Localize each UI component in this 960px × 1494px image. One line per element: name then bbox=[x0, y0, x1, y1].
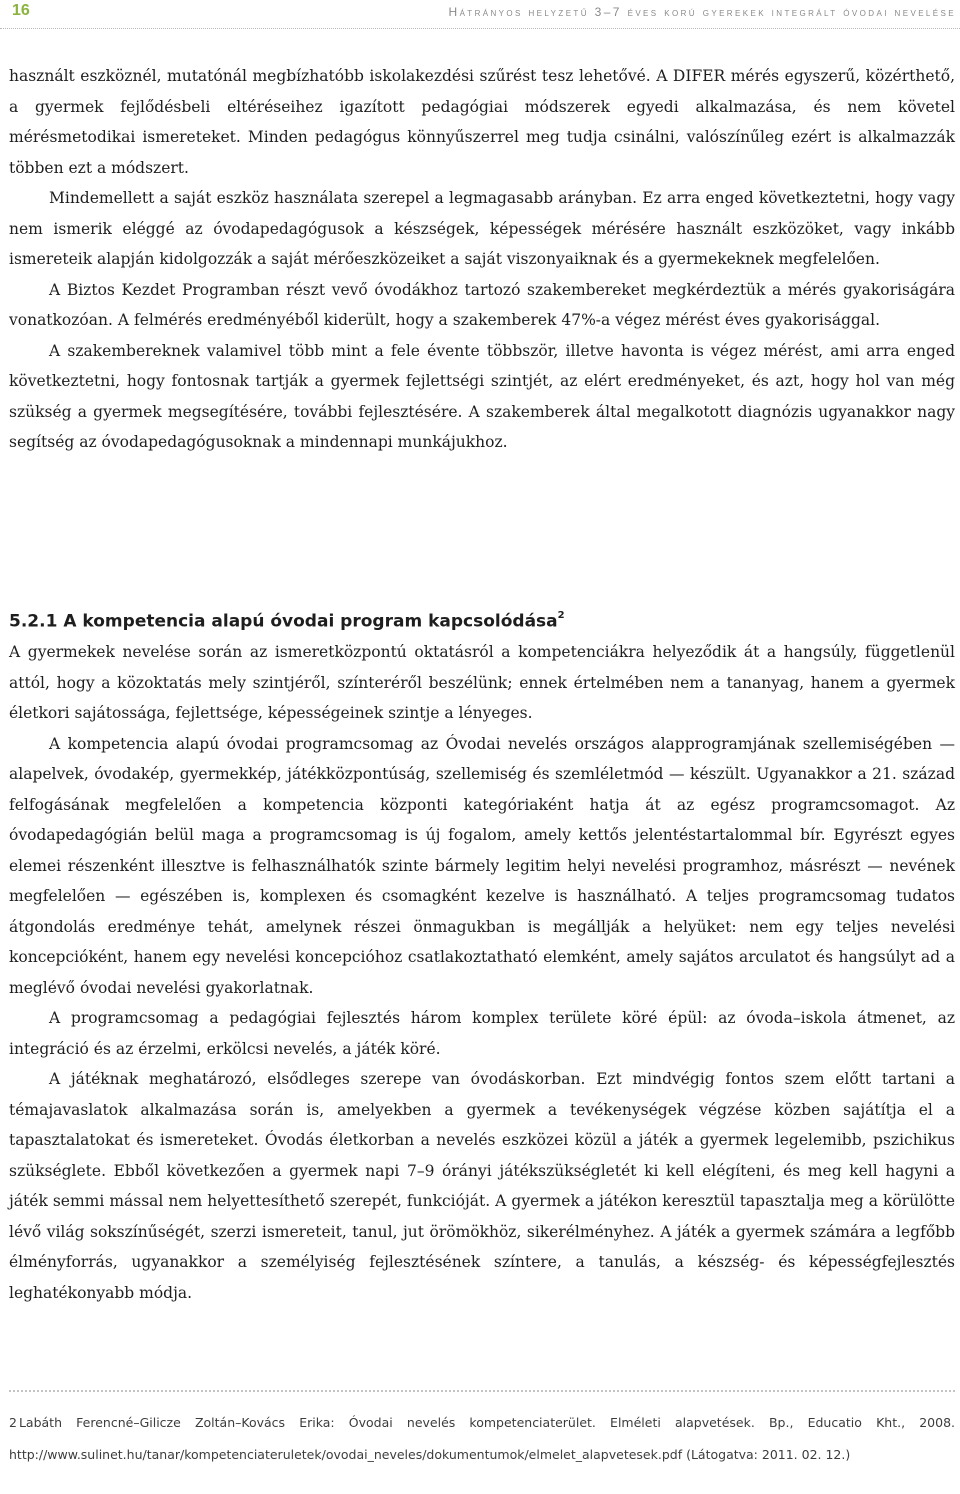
footnote-text: Labáth Ferencné–Gilicze Zoltán–Kovács Erika: Óvodai nevelés kompetenciaterület. Elméleti alapvetések. Bp., Educatio Kht., 2008. http://www.sulinet.hu/tanar/kompetenciateruletek/ovodai_neveles/dokumentumok/elmelet_alapvetesek.pdf (Látogatva: 2011. 02. 12.) bbox=[9, 1415, 955, 1462]
footnote-reference[interactable]: 2 bbox=[557, 610, 565, 621]
header-divider bbox=[0, 28, 960, 29]
body-text-section bbox=[9, 637, 955, 1308]
page-number: 16 bbox=[12, 2, 30, 19]
page-header bbox=[12, 2, 956, 24]
paragraph: Mindemellett a saját eszköz használata szerepel a legmagasabb arányban. Ez arra enged következtetni, hogy vagy nem ismerik eléggé az óvodapedagógusok a készségek, képességek mérésére használt eszközöket, vagy inkább ismereteik alapján kidolgozzák a saját mérőeszközeiket a saját viszonyaiknak és a gyermekeknek megfelelően. bbox=[9, 189, 955, 268]
footnote-mark: 2 bbox=[9, 1415, 17, 1430]
body-text-top bbox=[9, 61, 955, 458]
section-number: 5.2.1 bbox=[9, 611, 58, 632]
paragraph: A Biztos Kezdet Programban részt vevő óvodákhoz tartozó szakembereket megkérdeztük a mérés gyakoriságára vonatkozóan. A felmérés eredményéből kiderült, hogy a szakemberek 47%-a végez mérést éves gyakorisággal. bbox=[9, 280, 955, 329]
footnote-divider bbox=[9, 1390, 955, 1392]
paragraph: A programcsomag a pedagógiai fejlesztés három komplex területe köré épül: az óvoda–iskola átmenet, az integráció és az érzelmi, erkölcsi nevelés, a játék köré. bbox=[9, 1009, 955, 1058]
paragraph: A szakembereknek valamivel több mint a fele évente többször, illetve havonta is végez mérést, ami arra enged következtetni, hogy fontosnak tartják a gyermek fejlettségi szintjét, az elért eredményeket, és azt, hogy hol van még szükség a gyermek megsegítésére, további fejlesztésére. A szakemberek által megalkotott diagnózis ugyanakkor nagy segítség az óvodapedagógusoknak a mindennapi munkájukhoz. bbox=[9, 341, 955, 451]
section-title: A kompetencia alapú óvodai program kapcsolódása bbox=[63, 611, 558, 632]
footnote bbox=[9, 1407, 955, 1471]
paragraph: A kompetencia alapú óvodai programcsomag az Óvodai nevelés országos alapprogramjának szellemiségében — alapelvek, óvodakép, gyermekkép, játékközpontúság, szellemiség és szemléletmód — készült. Ugyanakkor a 21. század felfogásának megfelelően a kompetencia központi kategóriaként hatja át az egész programcsomagot. Az óvodapedagógián belül maga a programcsomag is új fogalom, amely kettős jelentéstartalommal bír. Egyrészt egyes elemei részenként illesztve is felhasználhatók szinte bármely legitim helyi nevelési programhoz, másrészt — nevének megfelelően — egészében is, komplexen és csomagként kezelve is használható. A teljes programcsomag tudatos átgondolás eredménye tehát, amelynek részei önmagukban is megállják a helyüket: nem egy teljes nevelési koncepcióként, hanem egy nevelési koncepcióhoz csatlakoztatható elemként, amely sajátos arculatot és hangsúlyt ad a meglévő óvodai nevelési gyakorlatnak. bbox=[9, 734, 955, 997]
running-title: Hátrányos helyzetű 3–7 éves korú gyerekek integrált óvodai nevelése bbox=[448, 5, 956, 19]
section-heading bbox=[9, 604, 955, 636]
paragraph: A játéknak meghatározó, elsődleges szerepe van óvodáskorban. Ezt mindvégig fontos szem előtt tartani a témajavaslatok alkalmazása során is, amelyekben a gyermek a tevékenységek végzése közben sajátítja el a tapasztalatokat és ismereteket. Óvodás életkorban a nevelés eszközei közül a játék a gyermek legelemibb, pszichikus szükséglete. Ebből következően a gyermek napi 7–9 órányi játékszükségletét ki kell elégíteni, és meg kell hagyni a játék semmi mással nem helyettesíthető szerepét, funkcióját. A gyermek a játékon keresztül tapasztalja meg a körülötte lévő világ sokszínűségét, szerzi ismereteit, tanul, jut örömökhöz, sikerélményhez. A játék a gyermek számára a legfőbb élményforrás, ugyanakkor a személyiség fejlesztésének színtere, a tanulás, a készség- és képességfejlesztés leghatékonyabb módja. bbox=[9, 1070, 955, 1302]
paragraph: használt eszköznél, mutatónál megbízhatóbb iskolakezdési szűrést tesz lehetővé. A DIFER mérés egyszerű, közérthető, a gyermek fejlődésbeli eltéréseihez igazított pedagógiai módszerek egyedi alkalmazása, és nem követel mérésmetodikai ismereteket. Minden pedagógus könnyűszerrel meg tudja csinálni, valószínűleg ezért is alkalmazzák többen ezt a módszert. bbox=[9, 67, 955, 177]
paragraph: A gyermekek nevelése során az ismeretközpontú oktatásról a kompetenciákra helyeződik át a hangsúly, függetlenül attól, hogy a közoktatás mely szintjéről, színteréről beszélünk; ennek értelmében nem a tananyag, hanem a gyermek életkori sajátossága, fejlettsége, képességeinek szintje a lényeges. bbox=[9, 643, 955, 722]
